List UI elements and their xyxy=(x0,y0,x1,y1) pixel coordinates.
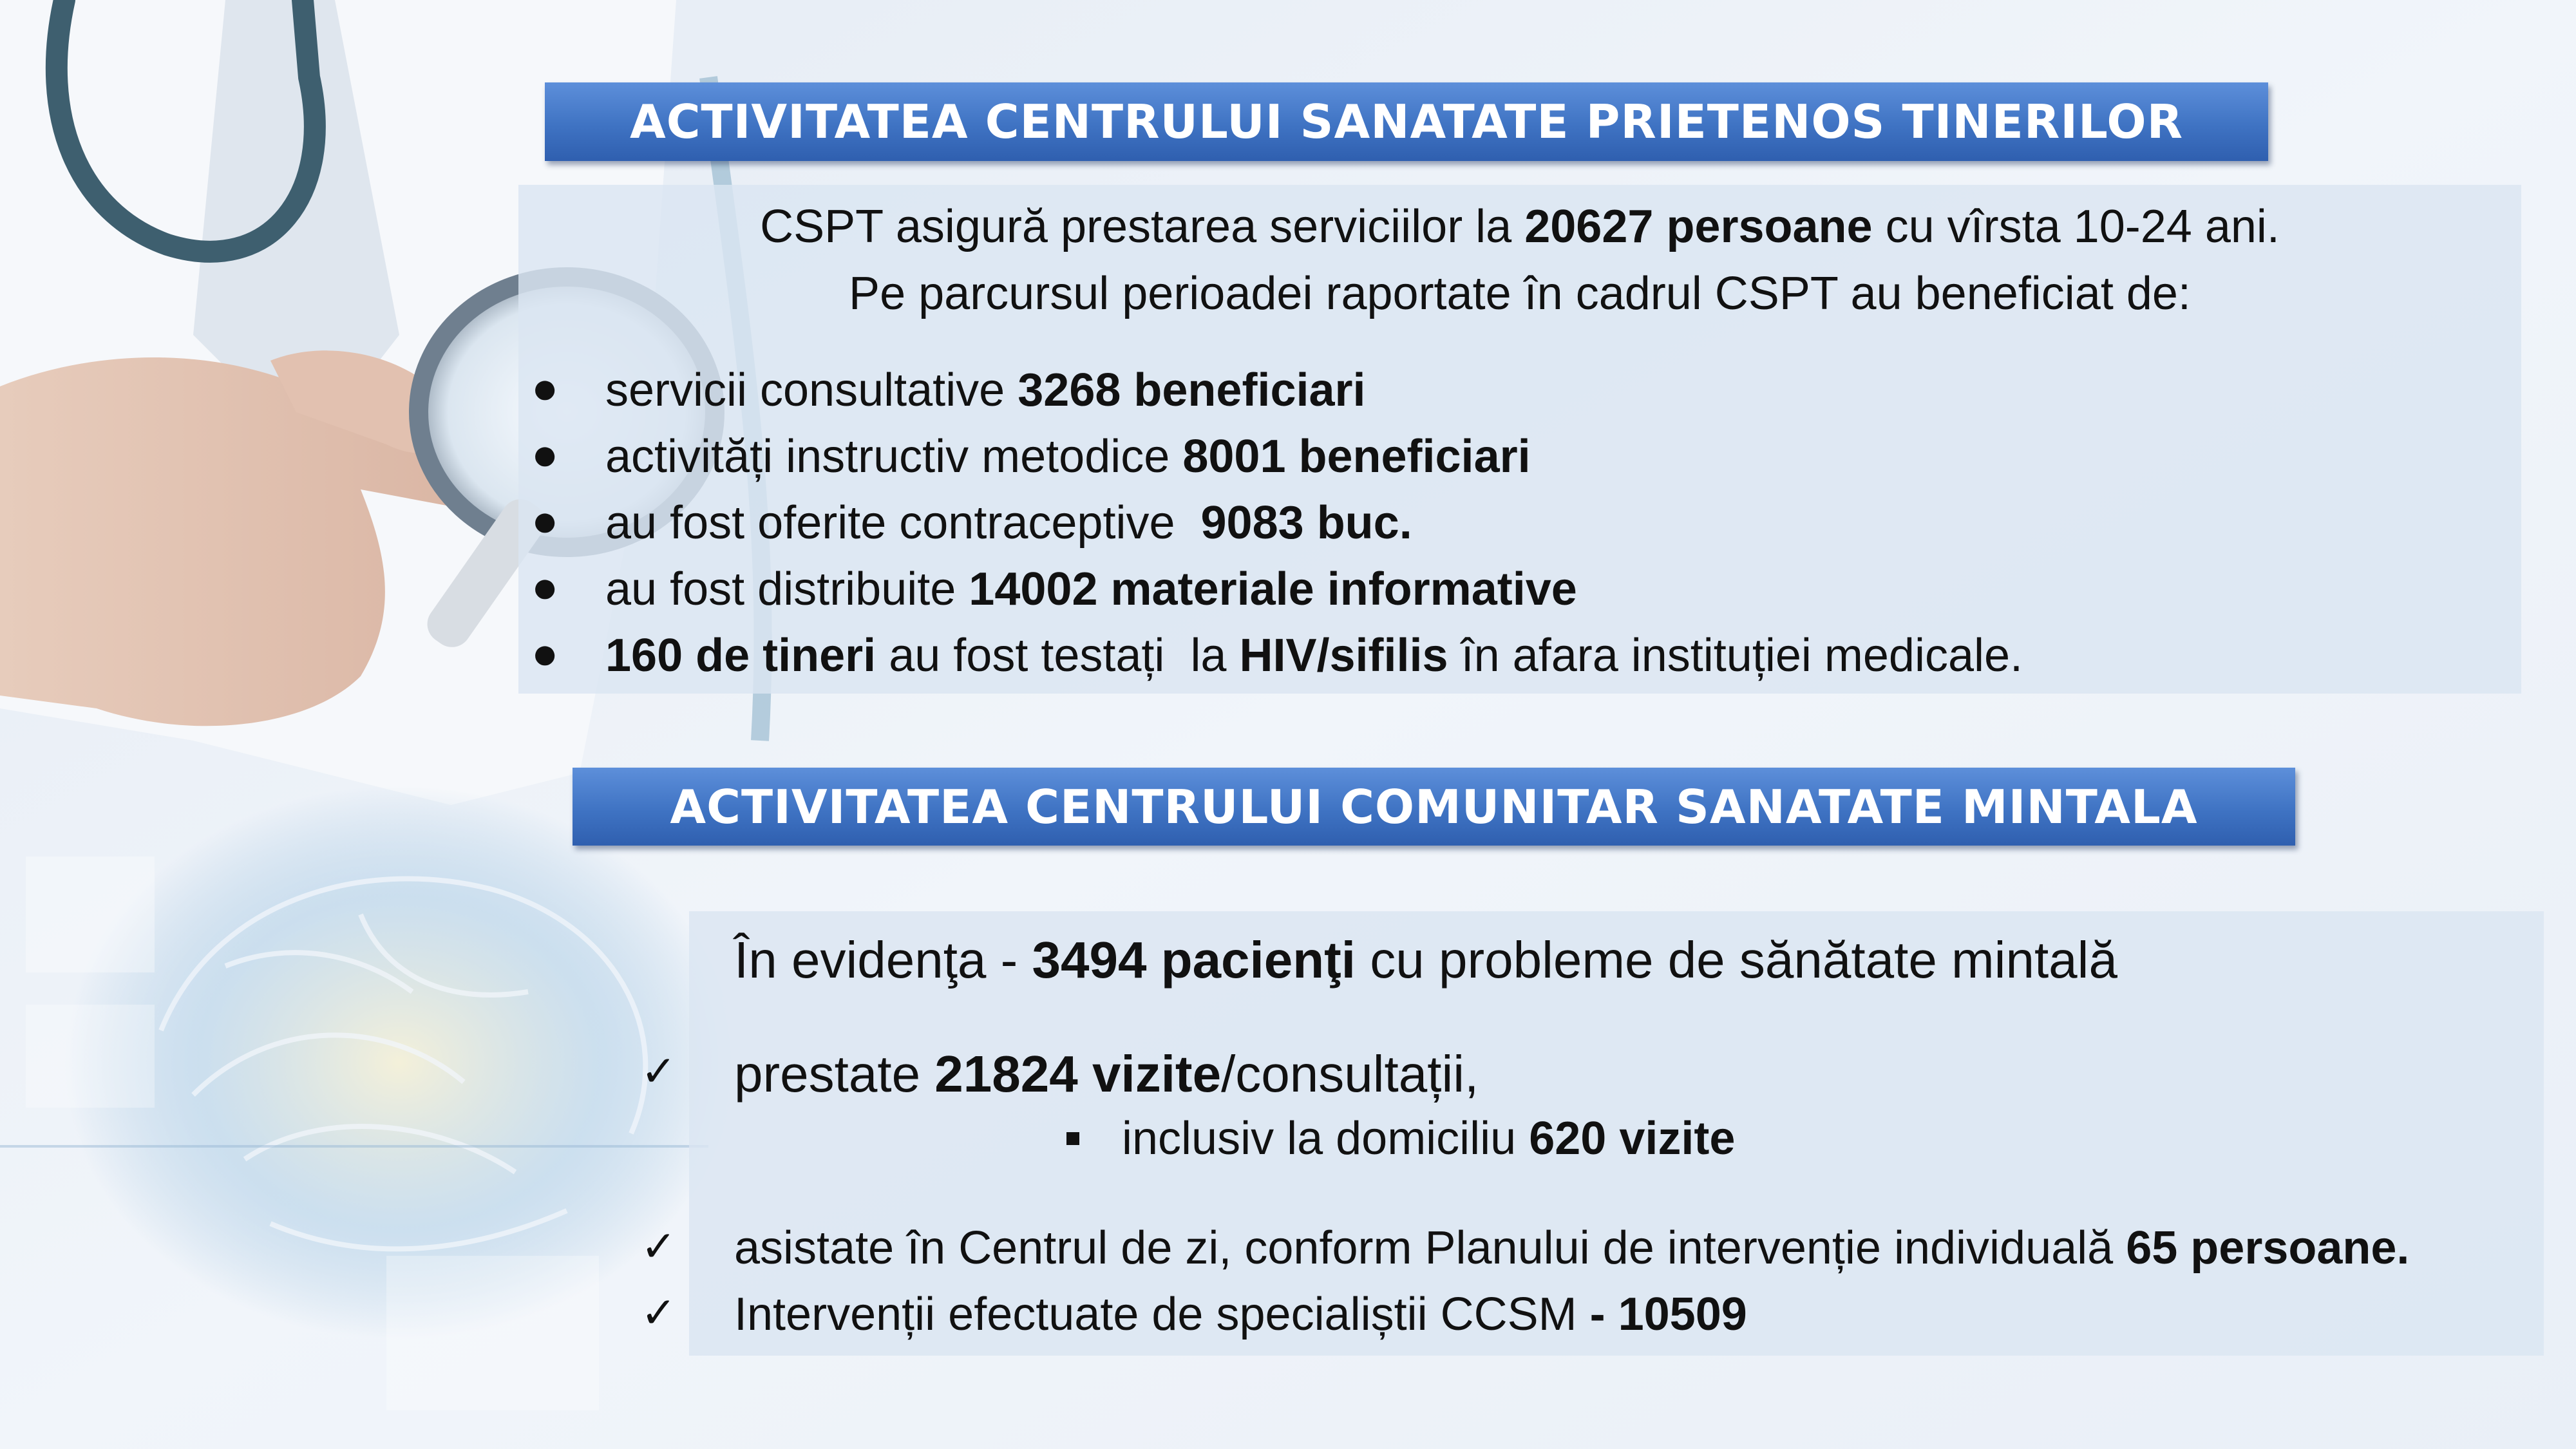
list-item xyxy=(605,497,1412,549)
item-text: servicii consultative xyxy=(605,365,1018,416)
item-value: 8001 beneficiari xyxy=(1182,431,1531,482)
check-icon: ✓ xyxy=(641,1222,677,1271)
interventions-text: Intervenții efectuate de specialiștii CCSM xyxy=(734,1289,1590,1340)
intro-age: cu vîrsta 10-24 ani. xyxy=(1872,201,2280,252)
item-value: 14002 materiale informative xyxy=(969,564,1577,615)
section1-title-banner xyxy=(545,82,2268,161)
list-item xyxy=(605,563,1577,616)
item-text: au fost distribuite xyxy=(605,564,969,615)
item-text: au fost testați la xyxy=(876,630,1240,681)
home-visits-line xyxy=(1122,1112,1735,1165)
item-text: activități instructiv metodice xyxy=(605,431,1183,482)
assisted-text: asistate în Centrul de zi, conform Planului de intervenție individuală xyxy=(734,1222,2126,1274)
intro-count: 20627 persoane xyxy=(1524,201,1873,252)
section1-panel xyxy=(518,185,2521,694)
list-item xyxy=(605,430,1531,483)
patients-header xyxy=(734,931,2117,990)
item-value: HIV/sifilis xyxy=(1239,630,1448,681)
section2-panel xyxy=(641,911,2544,1356)
assisted-line xyxy=(734,1222,2409,1274)
item-value: 3268 beneficiari xyxy=(1018,365,1366,416)
check-icon: ✓ xyxy=(641,1046,677,1096)
section2-title-banner xyxy=(573,768,2295,846)
interventions-line xyxy=(734,1288,1747,1341)
home-visits-text: inclusiv la domiciliu xyxy=(1122,1113,1530,1164)
intro-line-1 xyxy=(518,200,2521,253)
section1-title: ACTIVITATEA CENTRULUI SANATATE PRIETENOS TINERILOR xyxy=(629,95,2184,149)
bullet-icon: ● xyxy=(531,429,559,479)
check-icon: ✓ xyxy=(641,1288,677,1338)
item-value: 160 de tineri xyxy=(605,630,876,681)
hud-panel xyxy=(26,1005,155,1108)
interventions-count: - 10509 xyxy=(1589,1289,1747,1340)
hud-panel xyxy=(386,1256,599,1410)
patients-count: 3494 pacienţi xyxy=(1032,931,1356,989)
list-item xyxy=(605,629,2023,682)
section2-title: ACTIVITATEA CENTRULUI COMUNITAR SANATATE MINTALA xyxy=(670,779,2198,834)
square-bullet-icon xyxy=(1066,1132,1079,1145)
item-value: 9083 buc. xyxy=(1200,497,1412,549)
bullet-icon: ● xyxy=(531,628,559,678)
intro-text: CSPT asigură prestarea serviciilor la xyxy=(760,201,1525,252)
assisted-count: 65 persoane. xyxy=(2126,1222,2410,1274)
visits-count: 21824 vizite xyxy=(934,1045,1222,1103)
home-visits-count: 620 vizite xyxy=(1529,1113,1736,1164)
list-item xyxy=(605,364,1366,417)
item-text: în afara instituției medicale. xyxy=(1448,630,2023,681)
visits-text: prestate xyxy=(734,1045,935,1103)
item-text: au fost oferite contraceptive xyxy=(605,497,1201,549)
bullet-icon: ● xyxy=(531,363,559,413)
header-text: În evidenţa - xyxy=(734,931,1032,989)
bullet-icon: ● xyxy=(531,495,559,545)
visits-text: /consultații, xyxy=(1221,1045,1479,1103)
hud-panel xyxy=(26,857,155,972)
bullet-icon: ● xyxy=(531,562,559,612)
visits-line xyxy=(734,1045,1479,1104)
header-text: cu probleme de sănătate mintală xyxy=(1356,931,2117,989)
intro-line-2: Pe parcursul perioadei raportate în cadrul CSPT au beneficiat de: xyxy=(849,268,2191,319)
